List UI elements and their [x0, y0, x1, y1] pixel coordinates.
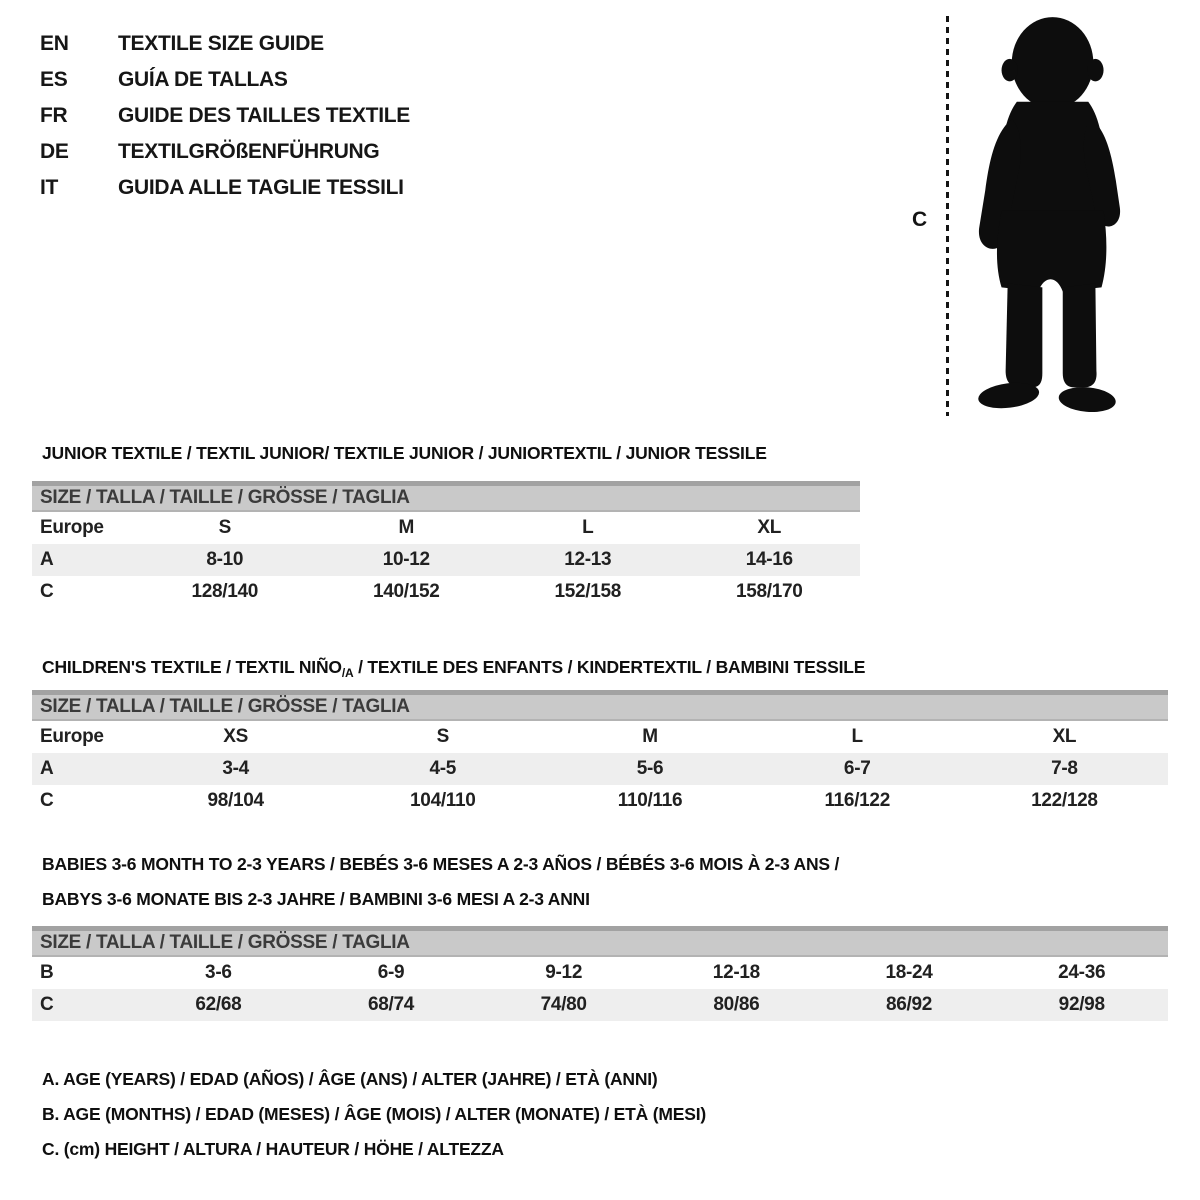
table-cell: 122/128	[1031, 790, 1098, 811]
children-heading-post: / TEXTILE DES ENFANTS / KINDERTEXTIL / BAMBINI TESSILE	[353, 656, 866, 677]
language-title-list	[40, 26, 410, 206]
table-cell: 104/110	[410, 790, 476, 811]
table-cell: XL	[1052, 726, 1077, 747]
table-cell: 9-12	[545, 962, 583, 983]
language-code: DE	[40, 140, 69, 163]
table-cell: 68/74	[367, 994, 415, 1015]
table-cell: 4-5	[429, 758, 457, 779]
language-row	[40, 26, 410, 62]
guide-title: TEXTILE SIZE GUIDE	[118, 32, 324, 55]
table-cell: M	[642, 726, 658, 747]
table-cell: L	[582, 517, 594, 538]
table-cell: 116/122	[824, 790, 890, 811]
table-cell: XL	[757, 517, 782, 538]
row-label: A	[40, 758, 54, 779]
language-code: EN	[40, 32, 69, 55]
children-section-heading	[42, 657, 865, 680]
table-cell: 128/140	[191, 581, 259, 602]
children-heading-pre: CHILDREN'S TEXTILE / TEXTIL NIÑO	[42, 656, 342, 677]
table-cell: 62/68	[195, 994, 242, 1015]
table-cell: 3-6	[205, 962, 232, 983]
table-cell: XS	[223, 726, 248, 747]
table-row	[32, 753, 1168, 785]
table-row	[32, 721, 1168, 753]
table-cell: 86/92	[886, 994, 933, 1015]
guide-title: TEXTILGRÖßENFÜHRUNG	[118, 140, 380, 163]
row-label: B	[40, 962, 54, 983]
table-cell: 3-4	[222, 758, 249, 779]
table-cell: S	[436, 726, 449, 747]
row-label: C	[40, 994, 54, 1015]
language-code: IT	[40, 176, 59, 199]
language-row	[40, 134, 410, 170]
table-cell: 24-36	[1058, 962, 1106, 983]
table-cell: 98/104	[207, 790, 264, 811]
language-row	[40, 170, 410, 206]
table-row	[32, 989, 1168, 1021]
children-heading-subscript: /A	[341, 665, 354, 680]
row-label: C	[40, 581, 54, 602]
table-cell: 74/80	[540, 994, 587, 1015]
table-cell: 6-9	[377, 962, 405, 983]
legend-line-b: B. AGE (MONTHS) / EDAD (MESES) / ÂGE (MOIS) / ALTER (MONATE) / ETÀ (MESI)	[42, 1104, 706, 1124]
row-label: Europe	[40, 726, 104, 747]
size-table-header: SIZE / TALLA / TAILLE / GRÖSSE / TAGLIA	[32, 690, 1168, 721]
table-row	[32, 785, 1168, 817]
table-cell: 18-24	[885, 962, 933, 983]
row-label: Europe	[40, 517, 104, 538]
height-dashed-line	[946, 16, 949, 416]
table-cell: L	[851, 726, 863, 747]
table-cell: 110/116	[617, 790, 683, 811]
table-cell: 7-8	[1051, 758, 1078, 779]
table-cell: 12-13	[564, 549, 612, 570]
size-table-header: SIZE / TALLA / TAILLE / GRÖSSE / TAGLIA	[32, 926, 1168, 957]
language-code: ES	[40, 68, 68, 91]
table-cell: 10-12	[382, 549, 430, 570]
legend-line-c: C. (cm) HEIGHT / ALTURA / HAUTEUR / HÖHE / ALTEZZA	[42, 1139, 504, 1159]
table-cell: 8-10	[206, 549, 244, 570]
row-label: C	[40, 790, 54, 811]
babies-section-heading-line1: BABIES 3-6 MONTH TO 2-3 YEARS / BEBÉS 3-6 MESES A 2-3 AÑOS / BÉBÉS 3-6 MOIS À 2-3 ANS /	[42, 853, 840, 874]
legend-line-a: A. AGE (YEARS) / EDAD (AÑOS) / ÂGE (ANS) / ALTER (JAHRE) / ETÀ (ANNI)	[42, 1069, 658, 1089]
table-cell: 14-16	[745, 549, 793, 570]
guide-title: GUIDA ALLE TAGLIE TESSILI	[118, 176, 404, 199]
babies-size-table	[32, 926, 1168, 1021]
table-cell: 158/170	[735, 581, 803, 602]
table-cell: 80/86	[713, 994, 760, 1015]
language-row	[40, 98, 410, 134]
guide-title: GUÍA DE TALLAS	[118, 68, 288, 91]
table-row	[32, 957, 1168, 989]
junior-size-table	[32, 481, 860, 608]
language-code: FR	[40, 104, 68, 127]
row-label: A	[40, 549, 54, 570]
size-table-header: SIZE / TALLA / TAILLE / GRÖSSE / TAGLIA	[32, 481, 860, 512]
table-cell: 12-18	[712, 962, 760, 983]
table-row	[32, 544, 860, 576]
language-row	[40, 62, 410, 98]
babies-section-heading-line2: BABYS 3-6 MONATE BIS 2-3 JAHRE / BAMBINI 3-6 MESI A 2-3 ANNI	[42, 888, 590, 909]
measurement-legend	[42, 1062, 706, 1167]
children-size-table	[32, 690, 1168, 817]
table-cell: 6-7	[843, 758, 871, 779]
table-row	[32, 512, 860, 544]
table-cell: 92/98	[1058, 994, 1105, 1015]
guide-title: GUIDE DES TAILLES TEXTILE	[118, 104, 410, 127]
toddler-silhouette-icon	[960, 12, 1140, 420]
table-cell: M	[398, 517, 415, 538]
table-cell: 140/152	[372, 581, 440, 602]
table-cell: S	[218, 517, 231, 538]
table-cell: 5-6	[636, 758, 664, 779]
table-cell: 152/158	[554, 581, 622, 602]
junior-section-heading: JUNIOR TEXTILE / TEXTIL JUNIOR/ TEXTILE JUNIOR / JUNIORTEXTIL / JUNIOR TESSILE	[42, 442, 767, 463]
table-row	[32, 576, 860, 608]
height-measure-label: C	[912, 208, 928, 231]
